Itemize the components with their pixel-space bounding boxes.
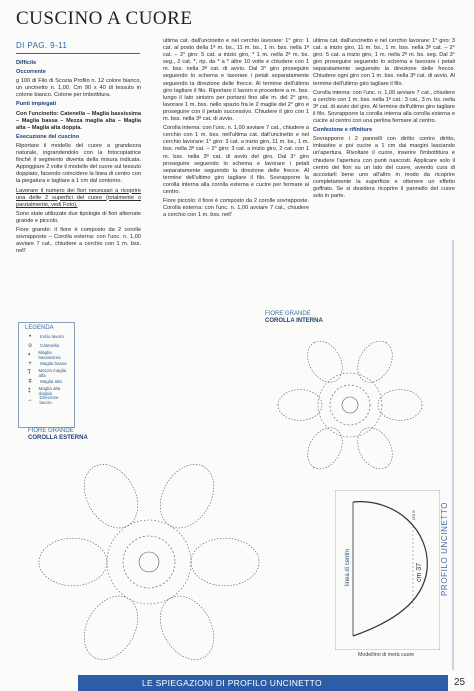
outer-corolla-diagram: [24, 450, 274, 675]
petal-outline: [73, 586, 148, 669]
double-crochet-symbol-icon: ǂ: [28, 378, 32, 385]
mid-piccolo: Fiore piccolo: il fiore è composto da 2 corolle sovrapposte. Corolla esterna: con l'unc. n. 1,00 avviare 7 cat., chiudere a cerchio con 1 m. bss. nell': [163, 198, 309, 219]
petal-outline: [301, 335, 350, 389]
single-crochet-symbol-icon: +: [28, 360, 32, 367]
right-column: [313, 38, 455, 202]
mid-interna: Corolla interna: con l'unc. n. 1,00 avviare 7 cat., chiudere a cerchio con 1 m. bss. nell'ultima cat. dall'uncinetto e nel cerchio lavorare: 1° giro: 3 cat. a inizio giro, 11 m. bs., 1 m. bss. nella 3ª cat. – 2° giro: 3 cat. a inizio giro, 2 cat. con 1 m. bss. nella 3ª cat. di avvio del giro. Dal 3° giro proseguire seguendo lo schema e lavorare i petali separatamente seguendo la direzione delle frecce. Al termine dell'ultimo giro tagliare il filo. Sovrapporre la corolla interna alla corolla esterna e cucire per fermare al centro.: [163, 125, 309, 195]
right-interna: Corolla interna: con l'unc. n. 1,00 avviare 7 cat., chiudere a cerchio con 1 m. bss. nella 1ª cat.: 3 cat., 3 m. bs. nella 3ª cat. di avvio del giro. Al termine dell'ultimo giro tagliare il filo. Sovrapporre la corolla interna alla corolla esterna e cucire al centro con una perlina fermare al centro.: [313, 89, 455, 125]
legend-item: + Maglia bassa: [23, 360, 71, 367]
page-reference: DI PAG. 9-11: [16, 41, 68, 50]
half-double-symbol-icon: T: [27, 369, 32, 376]
left-column: [16, 60, 141, 257]
punti-label: Punti impiegati: [16, 101, 57, 108]
esecuzione-label: Esecuzione del cuscino: [16, 133, 80, 140]
petal-outline: [301, 422, 350, 476]
petal-outline: [39, 538, 107, 586]
side-stripe: [452, 240, 454, 670]
middle-column: [163, 38, 309, 221]
petal-outline: [149, 586, 224, 669]
heart-template-caption: Modellino di metà cuore: [358, 652, 415, 658]
slip-stitch-symbol-icon: ▪: [28, 351, 31, 358]
petal-outline: [351, 335, 400, 389]
petal-outline: [278, 390, 322, 421]
height-measure-label: cm 37: [416, 562, 423, 582]
petal-outline: [149, 455, 224, 538]
page-number: 25: [454, 677, 466, 688]
treble-symbol-icon: ‡: [27, 387, 31, 394]
inner-diagram-caption: FIORE GRANDE COROLLA INTERNA: [265, 311, 323, 324]
legend-item: → Direzione lavoro: [23, 396, 71, 403]
petal-outline: [351, 422, 400, 476]
inner-corolla-diagram: [275, 330, 425, 480]
footer-bar: LE SPIEGAZIONI DI PROFILO UNCINETTO: [78, 675, 448, 691]
outer-diagram-caption: FIORE GRANDE COROLLA ESTERNA: [28, 428, 88, 441]
start-symbol-icon: •: [28, 333, 32, 340]
arrow-icon: →: [26, 396, 33, 403]
legend-title: LEGENDA: [25, 325, 54, 331]
legend-item: T Mezza maglia alta: [23, 369, 71, 376]
petal-outline: [73, 455, 148, 538]
petal-outline: [378, 390, 422, 421]
heart-half-template: [335, 490, 440, 650]
petal-outline: [191, 538, 259, 586]
vertical-magazine-label: PROFILO UNCINETTO: [440, 501, 449, 596]
center-line-label: linea di centro: [345, 548, 351, 586]
confezione-text: Sovrapporre i 2 pannelli con diritto contro diritto, imbastire e poi cucire a 1 cm dai margini lasciando un'apertura. Rivoltare il cuore, inserire l'imbottitura e chiudere l'apertura con punti nascosti. Applicare solo il centro dei fiori su un lato del cuore, avendo cura di accostarli bene uno all'altro in modo da ricoprire completamente la superficie e ottenere un effetto goffrato. Se si desidera ricoprire il pannello del cuore solo in parte.: [313, 136, 455, 199]
esecuzione-p2: Lavorare il numero dei fiori necessari a ricoprire una delle 2 superfici del cuore (totalmente o parzialmente, vedi Foto).: [16, 187, 141, 208]
page-title: CUSCINO A CUORE: [16, 8, 193, 29]
difficulty-label: Difficile: [16, 60, 37, 66]
chain-symbol-icon: o: [28, 342, 32, 349]
segment-measure-label: cm 5: [411, 510, 416, 520]
confezione-label: Confezione e rifiniture: [313, 127, 373, 134]
legend-item: o Catenella: [23, 342, 71, 349]
legend-item: ‡ Maglia alta doppia: [23, 387, 71, 394]
divider: [16, 53, 140, 54]
legend-item: ǂ Maglia alta: [23, 378, 71, 385]
occorrente-label: Occorrente: [16, 69, 46, 76]
esecuzione-p3: Sono state utilizzate due tipologie di fiori alternate grande e piccolo.: [16, 210, 141, 224]
legend-item: ▪ Maglia bassissima: [23, 351, 71, 358]
occorrente-text: g 100 di Filo di Scozia Profilo n. 12 colore bianco, un uncinetto n. 1,00. Cm 90 x 40 di tessuto in cotone bianco. Cotone per imbottitura.: [16, 78, 141, 99]
mid-text: ultima cat. dall'uncinetto e nel cerchio lavorare: 1° giro: 1 cat. al posto della 1ª m. bs., 11 m. bs., 1 m. bss. nella 1ª cat. – 2° giro: 5 cat. a inizio giro, * 1 m. nella 2ª m. bs. seg., 2 cat. *, rip. da * a * altre 10 volte e chiudere con 1 m. bss. nella 3ª cat. di avvio. Dal 3° giro proseguire seguendo lo schema e lavorare i petali separatamente seguendo la direzione delle frecce. Al termine dell'ultimo giro tagliare il filo. Riportare il lavoro e procedere a m. bss. lungo il lato sinistro per portarsi fino alle m. del 2° giro, lavorare 1 m. bss. nello spazio fra le 2 maglie del 2° giro e proseguire con il petalo successivo. Chiudere il giro con 1 m. bss. nella 3ª cat. di avvio.: [163, 38, 309, 123]
right-text: ultima cat. dall'uncinetto e nel cerchio lavorare: 1° giro: 3 cat. a inizio giro, 11 m. bs., 1 m. bss. nella 3ª cat. – 2° giro: 5 cat. a inizio giro, 1 m. nella 2ª m. bs. seg. Dal 3° giro proseguire seguendo lo schema e lavorare i petali separatamente seguendo la direzione delle frecce. Chiudere ogni giro con 1 m. bss. nella 3ª cat. di avvio. Al termine dell'ultimo giro tagliare il filo.: [313, 38, 455, 87]
legend-box: [18, 322, 75, 428]
esecuzione-p1: Riportare il modello del cuore a grandezza naturale, ingrandendolo con la fotocopiatrice finché il segmento diventa della misura indicata. Appoggiare 2 volte il modello del cuore sul tessuto doppiato, facendo coincidere la linea di centro con la piegatura e tagliare a 1 cm dal contorno.: [16, 142, 141, 185]
punti-text: Con l'uncinetto: Catenella – Maglia bassissima – Maglia bassa – Mezza maglia alta – Maglia alta – Maglia alta doppia.: [16, 110, 141, 131]
fiore-text: Fiore grande: il fiore è composto da 2 corolle sovrapposte – Corolla esterna: con l'unc. n. 1,00 avviare 7 cat., chiudere a cerchio con 1 m. bss. nell': [16, 226, 141, 255]
legend-item: • Inizio lavoro: [23, 333, 71, 340]
